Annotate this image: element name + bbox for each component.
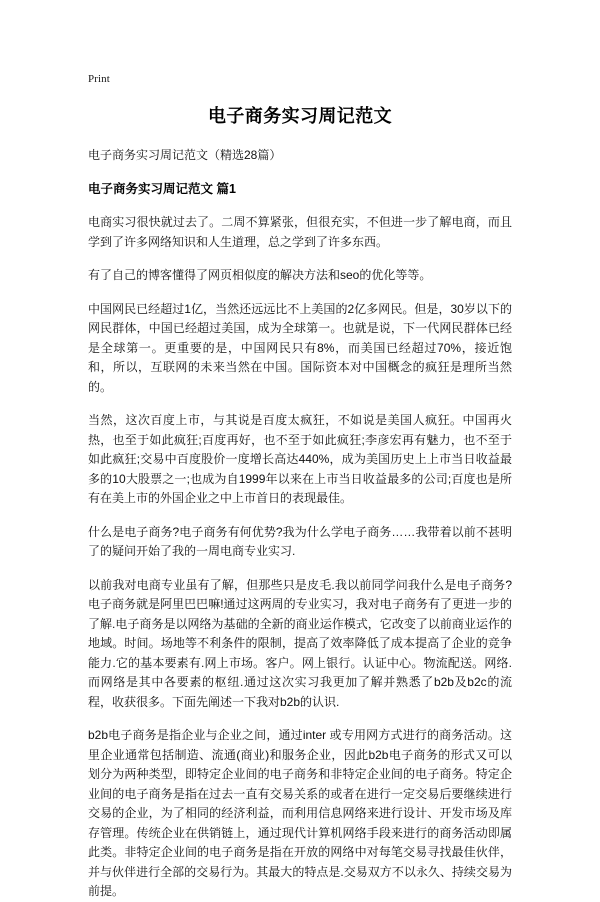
section-heading: 电子商务实习周记范文 篇1 <box>88 182 236 196</box>
document-subtitle: 电子商务实习周记范文（精选28篇） <box>88 148 282 162</box>
paragraph: 什么是电子商务?电子商务有何优势?我为什么学电子商务……我带着以前不甚明了的疑问开始了我的一周电商专业实习. <box>88 524 512 558</box>
paragraph: 当然，这次百度上市，与其说是百度太疯狂，不如说是美国人疯狂。中国再火热，也至于如此疯狂;百度再好，也不至于如此疯狂;李彦宏再有魅力，也不至于如此疯狂;交易中百度股价一度增长高达440%，成为美国历史上上市当日收益最多的10大股票之一;也成为自1999年以来在上市当日收益最多的公司;百度也是所有在美上市的外国企业之中上市首日的表现最佳。 <box>88 413 512 505</box>
page-title: 电子商务实习周记范文 <box>208 106 392 126</box>
print-link[interactable]: Print <box>88 73 110 85</box>
paragraph: 以前我对电商专业虽有了解，但那些只是皮毛.我以前同学问我什么是电子商务?电子商务就是阿里巴巴嘛!通过这两周的专业实习，我对电子商务有了更进一步的了解.电子商务是以网络为基础的全新的商业运作模式，它改变了以前商业运作的地域。时间。场地等不利条件的限制，提高了效率降低了成本提高了企业的竞争能力.它的基本要素有.网上市场。客户。网上银行。认证中心。物流配送。网络.而网络是其中各要素的枢纽.通过这次实习我更加了解并熟悉了b2b及b2c的流程，收获很多。下面先阐述一下我对b2b的认识. <box>88 577 512 709</box>
paragraph: 中国网民已经超过1亿，当然还远远比不上美国的2亿多网民。但是，30岁以下的网民群体，中国已经超过美国，成为全球第一。也就是说，下一代网民群体已经是全球第一。更重要的是，中国网民只有8%，而美国已经超过70%，接近饱和，所以，互联网的未来当然在中国。国际资本对中国概念的疯狂是理所当然的。 <box>88 301 512 394</box>
paragraph: 电商实习很快就过去了。二周不算紧张，但很充实，不但进一步了解电商，而且学到了许多网络知识和人生道理，总之学到了许多东西。 <box>88 215 512 249</box>
paragraph: b2b电子商务是指企业与企业之间，通过inter 或专用网方式进行的商务活动。这里企业通常包括制造、流通(商业)和服务企业，因此b2b电子商务的形式又可以划分为两种类型，即特定企业间的电子商务和非特定企业间的电子商务。特定企业间的电子商务是指在过去一直有交易关系的或者在进行一定交易后要继续进行交易的企业，为了相同的经济利益，而利用信息网络来进行设计、开发市场及库存管理。传统企业在供销链上，通过现代计算机网络手段来进行的商务活动即属此类。非特定企业间的电子商务是指在开放的网络中对每笔交易寻找最佳伙伴，并与伙伴进行全部的交易行为。其最大的特点是.交易双方不以永久、持续交易为前提。 <box>88 728 512 898</box>
paragraph: 有了自己的博客懂得了网页相似度的解决方法和seo的优化等等。 <box>88 268 432 282</box>
